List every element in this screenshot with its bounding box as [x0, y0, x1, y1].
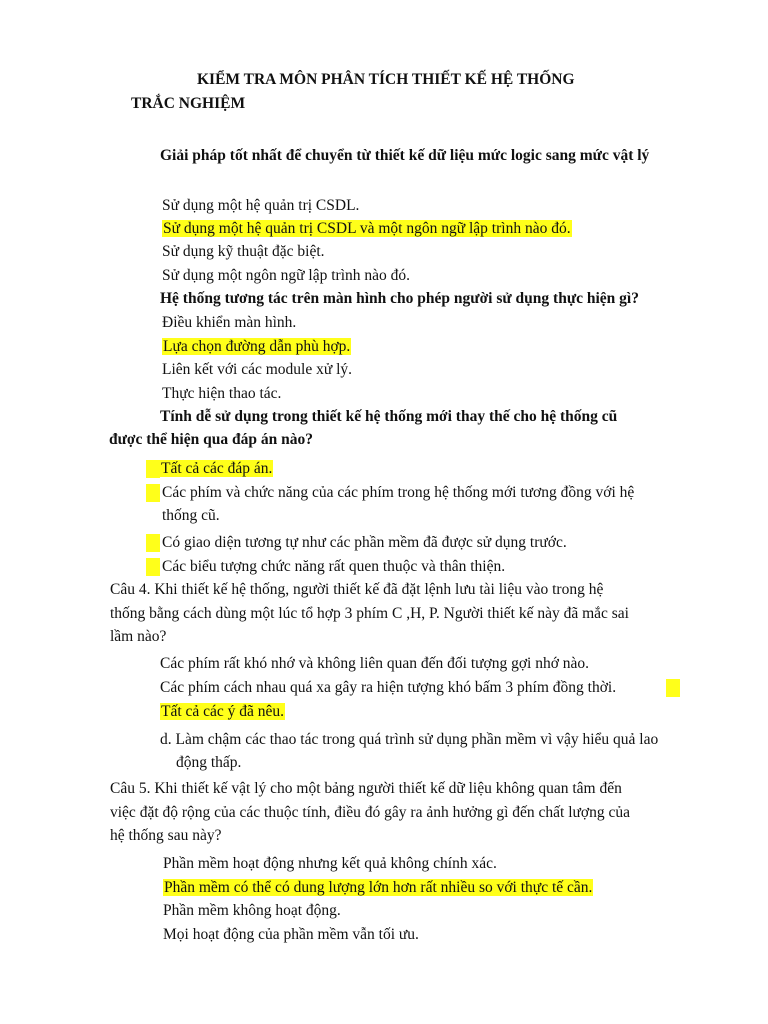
q5-option-1: Phần mềm hoạt động nhưng kết quả không chính xác. [163, 855, 497, 872]
answer-marker [146, 460, 160, 478]
q1-option-3: Sử dụng kỹ thuật đặc biệt. [162, 243, 325, 260]
q3-option-1-answer [160, 458, 273, 480]
question-5-line-1: Câu 5. Khi thiết kế vật lý cho một bảng người thiết kế dữ liệu không quan tâm đến [110, 780, 622, 797]
q4-option-3-answer [160, 701, 285, 723]
question-4-line-3: lầm nào? [110, 628, 167, 645]
question-4-line-1: Câu 4. Khi thiết kế hệ thống, người thiết kế đã đặt lệnh lưu tài liệu vào trong hệ [110, 581, 604, 598]
page-title: KIỂM TRA MÔN PHÂN TÍCH THIẾT KẾ HỆ THỐNG [197, 71, 575, 88]
answer-highlight: Sử dụng một hệ quản trị CSDL và một ngôn ngữ lập trình nào đó. [163, 220, 571, 237]
section-heading: TRẮC NGHIỆM [131, 95, 246, 112]
q1-option-4: Sử dụng một ngôn ngữ lập trình nào đó. [162, 267, 410, 284]
q4-option-4-line-1: d. Làm chậm các thao tác trong quá trình sử dụng phần mềm vì vậy hiểu quả lao [160, 731, 659, 748]
answer-marker [146, 484, 160, 502]
q4-option-2: Các phím cách nhau quá xa gây ra hiện tượng khó bấm 3 phím đồng thời. [160, 679, 617, 696]
q4-option-1: Các phím rất khó nhớ và không liên quan đến đối tượng gợi nhớ nào. [160, 655, 590, 672]
q4-option-4-line-2: động thấp. [176, 754, 242, 771]
answer-highlight: Phần mềm có thể có dung lượng lớn hơn rất nhiều so với thực tế cần. [164, 879, 593, 896]
q1-option-2-answer [162, 218, 572, 240]
answer-highlight: Tất cả các đáp án. [161, 460, 273, 477]
question-5-line-2: việc đặt độ rộng của các thuộc tính, điều đó gây ra ảnh hưởng gì đến chất lượng của [110, 804, 630, 821]
q1-option-1: Sử dụng một hệ quản trị CSDL. [162, 197, 360, 214]
answer-marker [666, 679, 680, 697]
q3-option-4: Các biểu tượng chức năng rất quen thuộc và thân thiện. [162, 558, 506, 575]
q2-option-2-answer [162, 336, 351, 358]
question-1: Giải pháp tốt nhất để chuyển từ thiết kế dữ liệu mức logic sang mức vật lý [160, 147, 650, 164]
q2-option-4: Thực hiện thao tác. [162, 385, 282, 402]
q2-option-1: Điều khiển màn hình. [162, 314, 297, 331]
q5-option-3: Phần mềm không hoạt động. [163, 902, 341, 919]
q2-option-3: Liên kết với các module xử lý. [162, 361, 353, 378]
question-4-line-2: thống bằng cách dùng một lúc tổ hợp 3 phím C ,H, P. Người thiết kế này đã mắc sai [110, 605, 629, 622]
answer-highlight: Lựa chọn đường dẫn phù hợp. [163, 338, 351, 355]
q3-option-2-line-1: Các phím và chức năng của các phím trong hệ thống mới tương đồng với hệ [162, 484, 635, 501]
answer-highlight: Tất cả các ý đã nêu. [161, 703, 285, 720]
q5-option-2-answer [163, 877, 593, 899]
question-3-line-1: Tính dễ sử dụng trong thiết kế hệ thống mới thay thế cho hệ thống cũ [160, 408, 618, 425]
q5-option-4: Mọi hoạt động của phần mềm vẫn tối ưu. [163, 926, 419, 943]
question-2: Hệ thống tương tác trên màn hình cho phép người sử dụng thực hiện gì? [160, 290, 639, 307]
question-5-line-3: hệ thống sau này? [110, 827, 222, 844]
q3-option-2-line-2: thống cũ. [162, 507, 220, 524]
answer-marker [146, 558, 160, 576]
q3-option-3: Có giao diện tương tự như các phần mềm đã được sử dụng trước. [162, 534, 567, 551]
answer-marker [146, 534, 160, 552]
question-3-line-2: được thể hiện qua đáp án nào? [109, 431, 313, 448]
